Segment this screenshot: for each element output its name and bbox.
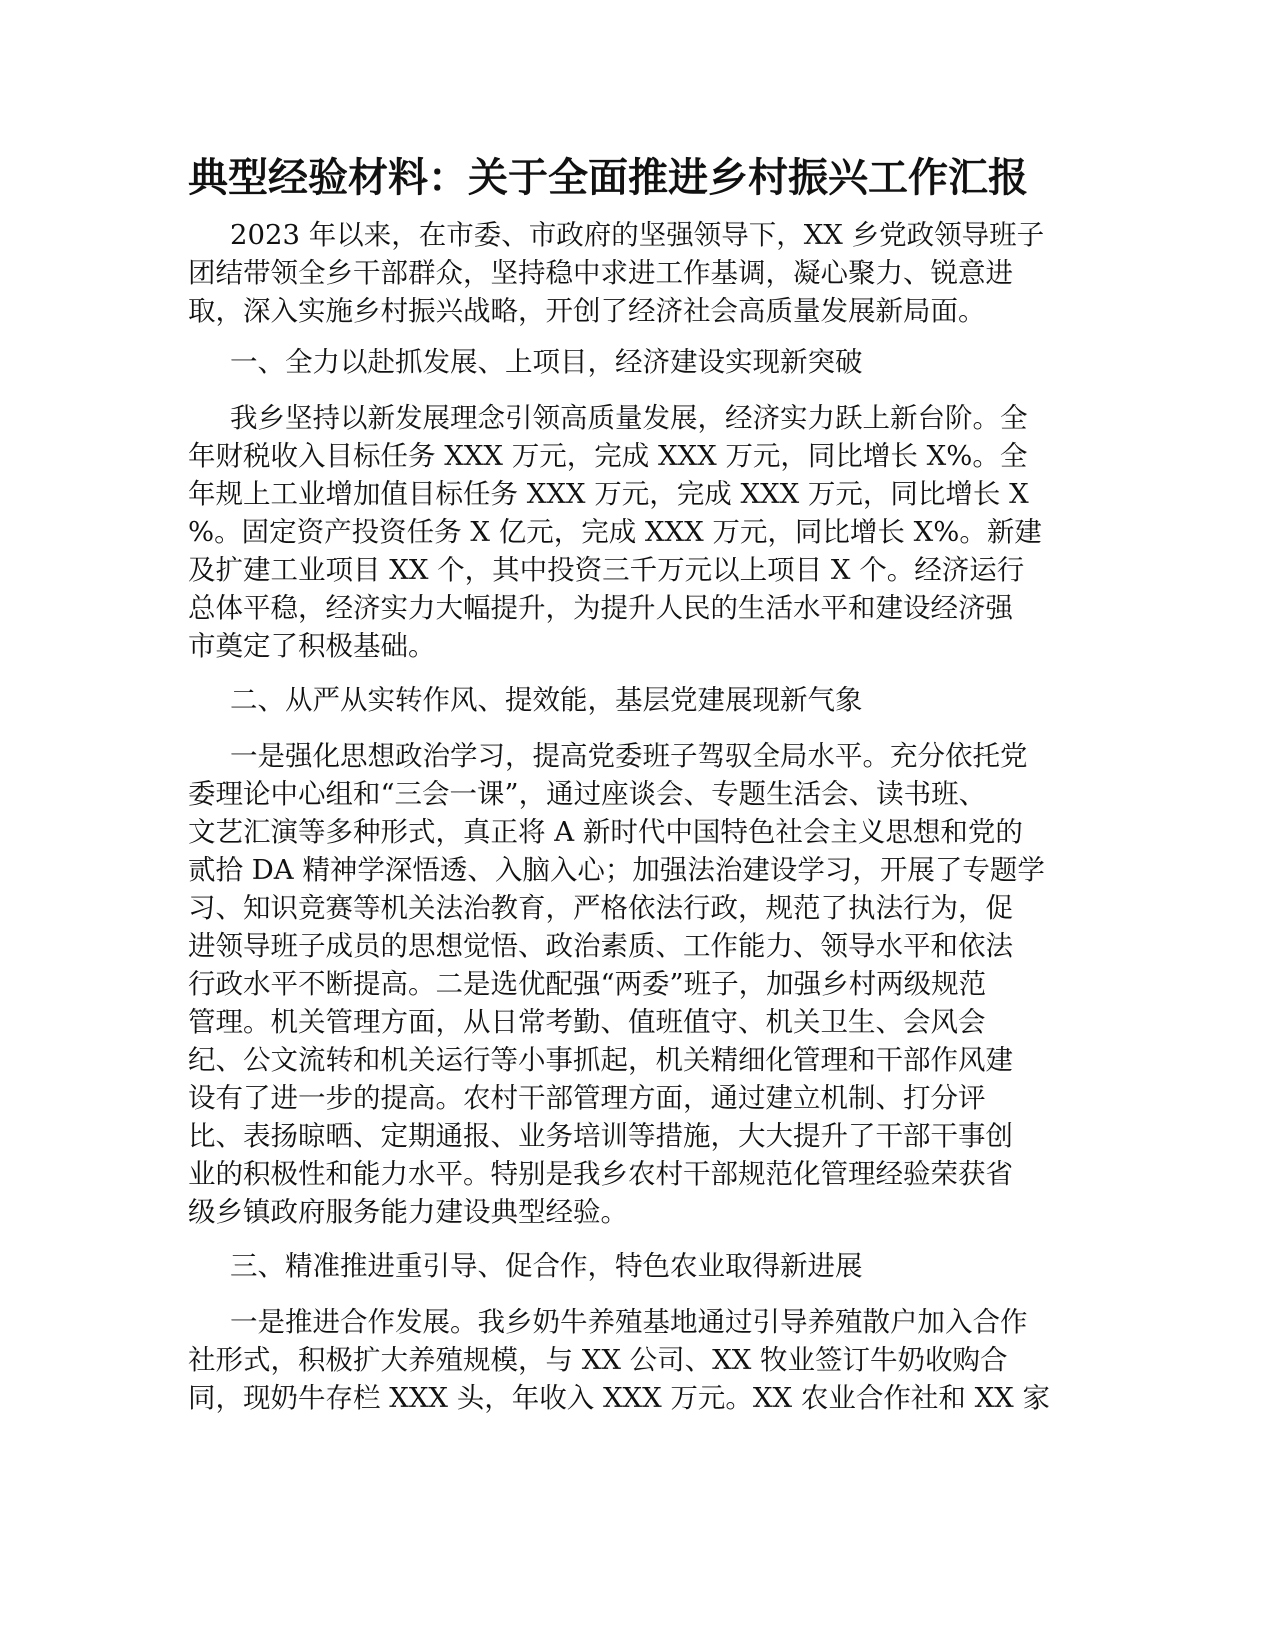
- paragraph-intro-line-3: 取，深入实施乡村振兴战略，开创了经济社会高质量发展新局面。: [188, 295, 986, 327]
- paragraph-party-line-7: 行政水平不断提高。二是选优配强“两委”班子，加强乡村两级规范: [188, 968, 987, 1000]
- paragraph-party-line-1: 一是强化思想政治学习，提高党委班子驾驭全局水平。充分依托党: [230, 740, 1028, 772]
- paragraph-party-line-6: 进领导班子成员的思想觉悟、政治素质、工作能力、领导水平和依法: [188, 930, 1013, 962]
- paragraph-economy-line-7: 市奠定了积极基础。: [188, 630, 436, 662]
- paragraph-intro-line-1: 2023 年以来，在市委、市政府的坚强领导下，XX 乡党政领导班子: [230, 219, 1045, 251]
- section-heading-3: 三、精准推进重引导、促合作，特色农业取得新进展: [230, 1250, 863, 1282]
- paragraph-party-line-8: 管理。机关管理方面，从日常考勤、值班值守、机关卫生、会风会: [188, 1006, 986, 1038]
- paragraph-party-line-2: 委理论中心组和“三会一课”，通过座谈会、专题生活会、读书班、: [188, 778, 987, 810]
- paragraph-economy-line-4: %。固定资产投资任务 X 亿元，完成 XXX 万元，同比增长 X%。新建: [188, 516, 1042, 548]
- paragraph-party-line-3: 文艺汇演等多种形式，真正将 A 新时代中国特色社会主义思想和党的: [188, 816, 1023, 848]
- paragraph-economy-line-1: 我乡坚持以新发展理念引领高质量发展，经济实力跃上新台阶。全: [230, 402, 1028, 434]
- paragraph-economy-line-3: 年规上工业增加值目标任务 XXX 万元，完成 XXX 万元，同比增长 X: [188, 478, 1029, 510]
- paragraph-economy-line-5: 及扩建工业项目 XX 个，其中投资三千万元以上项目 X 个。经济运行: [188, 554, 1025, 586]
- paragraph-party-line-10: 设有了进一步的提高。农村干部管理方面，通过建立机制、打分评: [188, 1082, 986, 1114]
- paragraph-economy-line-6: 总体平稳，经济实力大幅提升，为提升人民的生活水平和建设经济强: [188, 592, 1013, 624]
- paragraph-party-line-12: 业的积极性和能力水平。特别是我乡农村干部规范化管理经验荣获省: [188, 1158, 1013, 1190]
- section-heading-1: 一、全力以赴抓发展、上项目，经济建设实现新突破: [230, 346, 863, 378]
- paragraph-party-line-11: 比、表扬晾晒、定期通报、业务培训等措施，大大提升了干部干事创: [188, 1120, 1013, 1152]
- paragraph-party-line-5: 习、知识竞赛等机关法治教育，严格依法行政，规范了执法行为，促: [188, 892, 1013, 924]
- paragraph-party-line-13: 级乡镇政府服务能力建设典型经验。: [188, 1196, 628, 1228]
- document-title: 典型经验材料：关于全面推进乡村振兴工作汇报: [188, 155, 1028, 201]
- paragraph-agriculture-line-3: 同，现奶牛存栏 XXX 头，年收入 XXX 万元。XX 农业合作社和 XX 家: [188, 1382, 1050, 1414]
- section-heading-2: 二、从严从实转作风、提效能，基层党建展现新气象: [230, 684, 863, 716]
- paragraph-party-line-4: 贰拾 DA 精神学深悟透、入脑入心；加强法治建设学习，开展了专题学: [188, 854, 1045, 886]
- paragraph-agriculture-line-1: 一是推进合作发展。我乡奶牛养殖基地通过引导养殖散户加入合作: [230, 1306, 1028, 1338]
- paragraph-intro-line-2: 团结带领全乡干部群众，坚持稳中求进工作基调，凝心聚力、锐意进: [188, 257, 1013, 289]
- paragraph-economy-line-2: 年财税收入目标任务 XXX 万元，完成 XXX 万元，同比增长 X%。全: [188, 440, 1028, 472]
- paragraph-party-line-9: 纪、公文流转和机关运行等小事抓起，机关精细化管理和干部作风建: [188, 1044, 1013, 1076]
- paragraph-agriculture-line-2: 社形式，积极扩大养殖规模，与 XX 公司、XX 牧业签订牛奶收购合: [188, 1344, 1008, 1376]
